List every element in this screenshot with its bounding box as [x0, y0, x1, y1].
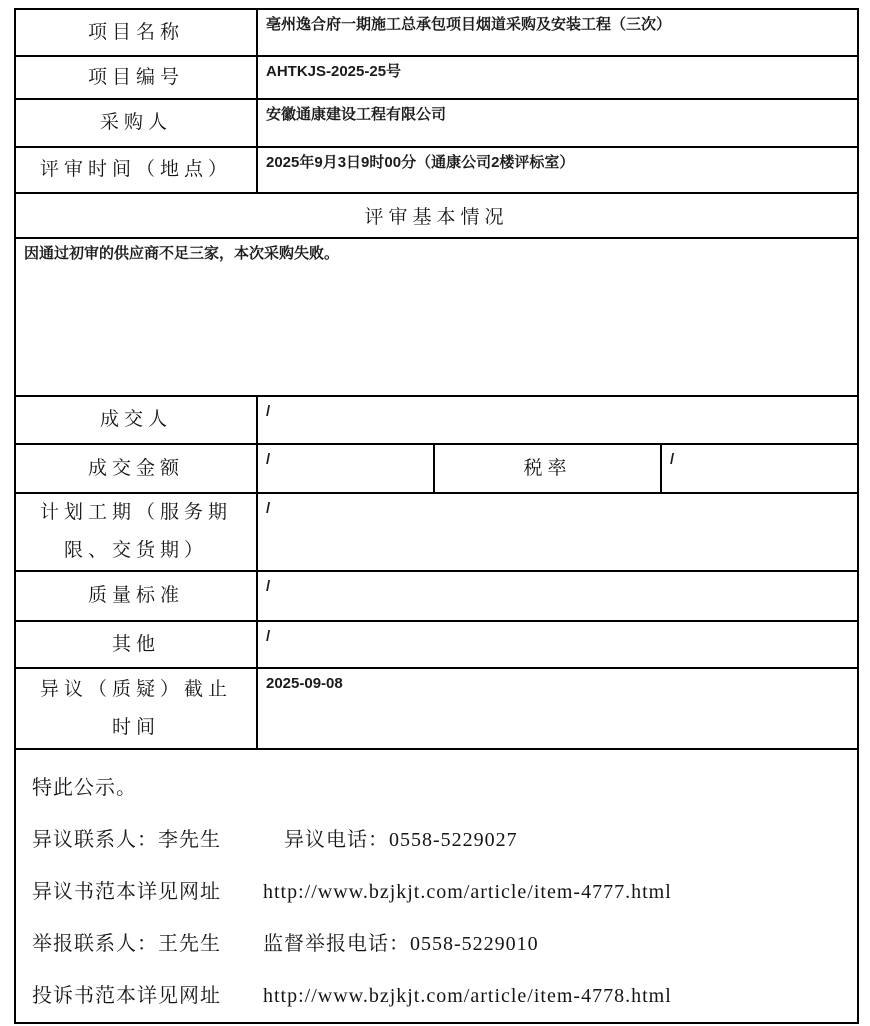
project-name-value: 亳州逸合府一期施工总承包项目烟道采购及安装工程（三次）	[257, 9, 858, 56]
footer-block	[15, 749, 858, 1023]
section-header: 评审基本情况	[15, 193, 858, 238]
row-winner	[15, 396, 858, 444]
footer-complaint-template-url: 投诉书范本详见网址 http://www.bzjkjt.com/article/item-4778.html	[32, 985, 672, 1007]
quality-label: 质量标准	[15, 571, 257, 621]
project-number-value: AHTKJS-2025-25号	[257, 56, 858, 99]
objection-deadline-value: 2025-09-08	[257, 668, 858, 749]
review-announcement-table	[14, 8, 859, 1024]
tax-rate-label: 税率	[434, 444, 661, 493]
quality-value: /	[257, 571, 858, 621]
row-amount	[15, 444, 858, 493]
purchaser-value: 安徽通康建设工程有限公司	[257, 99, 858, 147]
amount-value: /	[257, 444, 434, 493]
row-review-result	[15, 238, 858, 396]
other-label: 其他	[15, 621, 257, 668]
row-objection-deadline	[15, 668, 858, 749]
row-purchaser	[15, 99, 858, 147]
row-footer	[15, 749, 858, 1023]
project-number-label: 项目编号	[15, 56, 257, 99]
row-review-time	[15, 147, 858, 193]
footer-objection-contact: 异议联系人：李先生 异议电话：0558-5229027	[32, 829, 518, 851]
row-project-name	[15, 9, 858, 56]
review-result-text: 因通过初审的供应商不足三家，本次采购失败。	[15, 238, 858, 396]
row-duration	[15, 493, 858, 571]
review-time-label: 评审时间（地点）	[15, 147, 257, 193]
purchaser-label: 采购人	[15, 99, 257, 147]
duration-label: 计划工期（服务期限、交货期）	[15, 493, 257, 571]
objection-deadline-label: 异议（质疑）截止时间	[15, 668, 257, 749]
other-value: /	[257, 621, 858, 668]
winner-label: 成交人	[15, 396, 257, 444]
footer-announcement: 特此公示。	[32, 777, 137, 799]
row-quality	[15, 571, 858, 621]
project-name-label: 项目名称	[15, 9, 257, 56]
amount-label: 成交金额	[15, 444, 257, 493]
row-section-header	[15, 193, 858, 238]
review-time-value: 2025年9月3日9时00分（通康公司2楼评标室）	[257, 147, 858, 193]
duration-value: /	[257, 493, 858, 571]
row-other	[15, 621, 858, 668]
winner-value: /	[257, 396, 858, 444]
tax-rate-value: /	[661, 444, 858, 493]
row-project-number	[15, 56, 858, 99]
footer-report-contact: 举报联系人：王先生 监督举报电话：0558-5229010	[32, 933, 539, 955]
footer-objection-template-url: 异议书范本详见网址 http://www.bzjkjt.com/article/item-4777.html	[32, 881, 672, 903]
